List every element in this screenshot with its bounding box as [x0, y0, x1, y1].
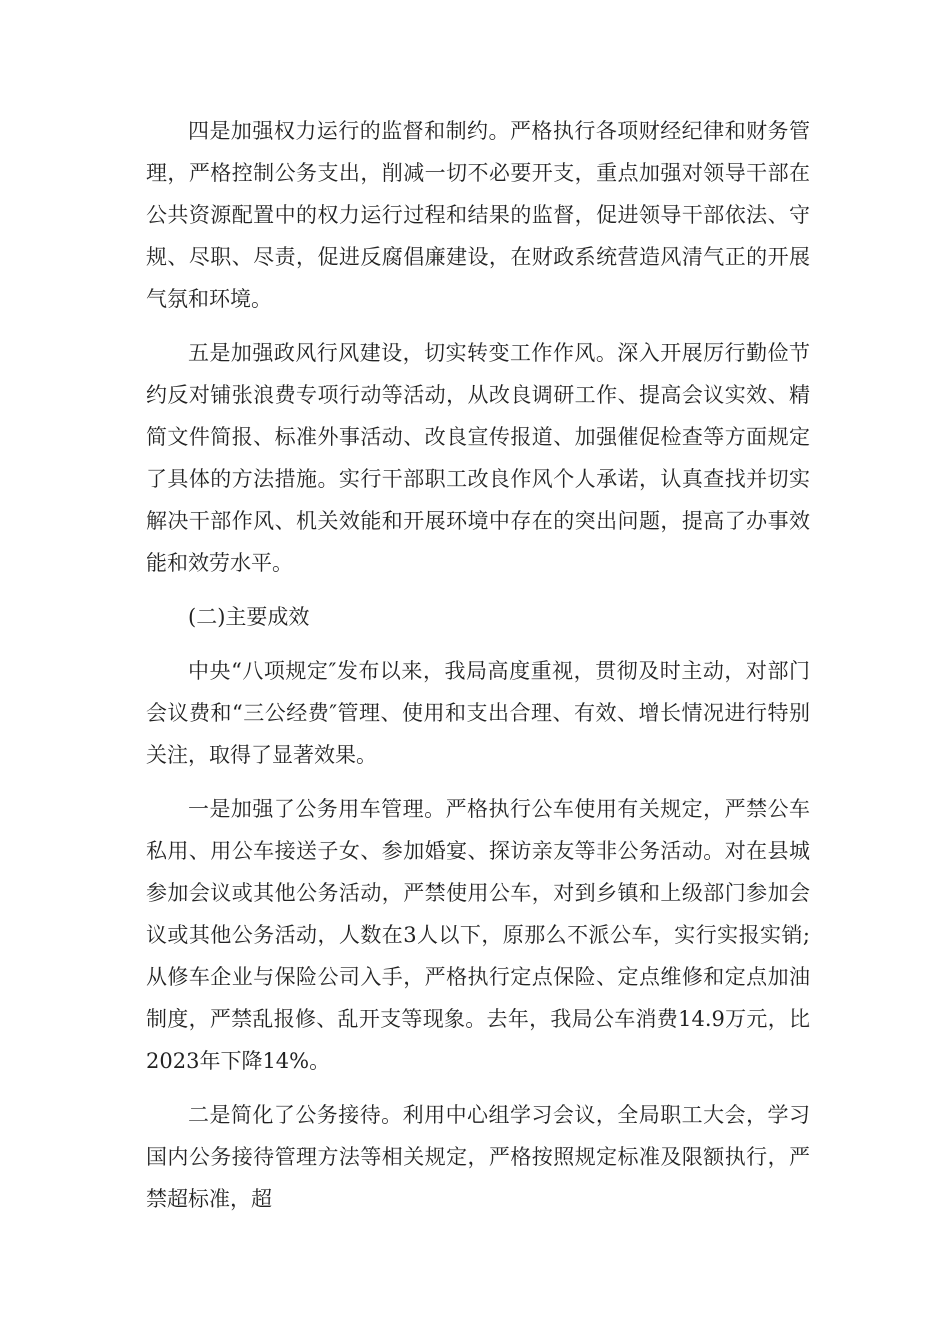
paragraph-work-style: 五是加强政风行风建设，切实转变工作作风。深入开展厉行勤俭节约反对铺张浪费专项行动等活动，从改良调研工作、提高会议实效、精简文件简报、标准外事活动、改良宣传报道、加强催促检查等方面规定了具体的方法措施。实行干部职工改良作风个人承诺，认真查找并切实解决干部作风、机关效能和开展环境中存在的突出问题，提高了办事效能和效劳水平。 [146, 341, 810, 575]
paragraph-supervision: 四是加强权力运行的监督和制约。严格执行各项财经纪律和财务管理，严格控制公务支出，削减一切不必要开支，重点加强对领导干部在公共资源配置中的权力运行过程和结果的监督，促进领导干部依法、守规、尽职、尽责，促进反腐倡廉建设，在财政系统营造风清气正的开展气氛和环境。 [146, 119, 810, 311]
paragraph-eight-rules: 中央“八项规定″发布以来，我局高度重视，贯彻及时主动，对部门会议费和“三公经费″管理、使用和支出合理、有效、增长情况进行特别关注，取得了显著效果。 [146, 659, 810, 767]
document-body [146, 110, 810, 1220]
paragraph-vehicle-management: 一是加强了公务用车管理。严格执行公车使用有关规定，严禁公车私用、用公车接送子女、参加婚宴、探访亲友等非公务活动。对在县城参加会议或其他公务活动，严禁使用公车，对到乡镇和上级部门参加会议或其他公务活动，人数在3人以下，原那么不派公车，实行实报实销;从修车企业与保险公司入手，严格执行定点保险、定点维修和定点加油制度，严禁乱报修、乱开支等现象。去年，我局公车消费14.9万元，比2023年下降14%。 [146, 797, 810, 1073]
section-heading-main-results: (二)主要成效 [188, 605, 310, 629]
paragraph-reception: 二是简化了公务接待。利用中心组学习会议，全局职工大会，学习国内公务接待管理方法等相关规定，严格按照规定标准及限额执行，严禁超标准，超 [146, 1103, 810, 1211]
